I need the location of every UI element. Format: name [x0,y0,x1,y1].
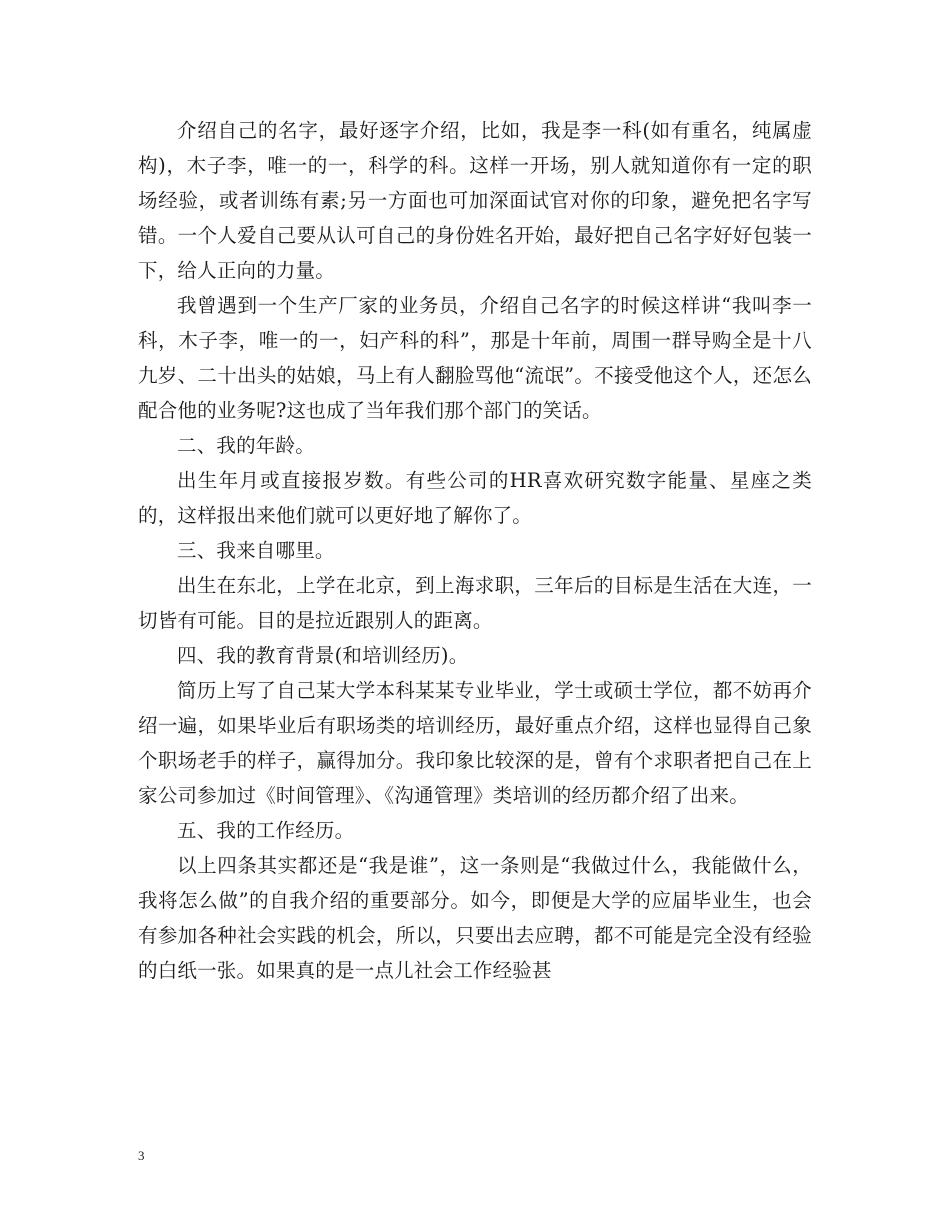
paragraph-age: 出生年月或直接报岁数。有些公司的HR喜欢研究数字能量、星座之类的，这样报出来他们就可以更好地了解你了。 [138,469,812,527]
heading-education: 四、我的教育背景(和培训经历)。 [177,644,469,667]
heading-origin: 三、我来自哪里。 [177,539,335,562]
paragraph-anecdote: 我曾遇到一个生产厂家的业务员，介绍自己名字的时候这样讲“我叫李一科，木子李，唯一的一，妇产科的科”，那是十年前，周围一群导购全是十八九岁、二十出头的姑娘，马上有人翻脸骂他“流氓”。不接受他这个人，还怎么配合他的业务呢?这也成了当年我们那个部门的笑话。 [138,294,812,422]
heading-age: 二、我的年龄。 [177,434,315,457]
paragraph-name-intro: 介绍自己的名字，最好逐字介绍，比如，我是李一科(如有重名，纯属虚构)，木子李，唯一的一，科学的科。这样一开场，别人就知道你有一定的职场经验，或者训练有素;另一方面也可加深面试官对你的印象，避免把名字写错。一个人爱自己要从认可自己的身份姓名开始，最好把自己名字好好包装一下，给人正向的力量。 [138,119,812,282]
paragraph-origin: 出生在东北，上学在北京，到上海求职，三年后的目标是生活在大连，一切皆有可能。目的是拉近跟别人的距离。 [138,574,812,632]
heading-work-experience: 五、我的工作经历。 [177,819,355,842]
document-body [138,113,812,988]
page-number: 3 [138,1148,145,1163]
paragraph-work-experience: 以上四条其实都还是“我是谁”，这一条则是“我做过什么，我能做什么，我将怎么做”的自我介绍的重要部分。如今，即便是大学的应届毕业生，也会有参加各种社会实践的机会，所以，只要出去应聘，都不可能是完全没有经验的白纸一张。如果真的是一点儿社会工作经验甚 [138,854,812,982]
paragraph-education: 简历上写了自己某大学本科某某专业毕业，学士或硕士学位，都不妨再介绍一遍，如果毕业后有职场类的培训经历，最好重点介绍，这样也显得自己象个职场老手的样子，赢得加分。我印象比较深的是，曾有个求职者把自己在上家公司参加过《时间管理》、《沟通管理》类培训的经历都介绍了出来。 [138,679,812,807]
